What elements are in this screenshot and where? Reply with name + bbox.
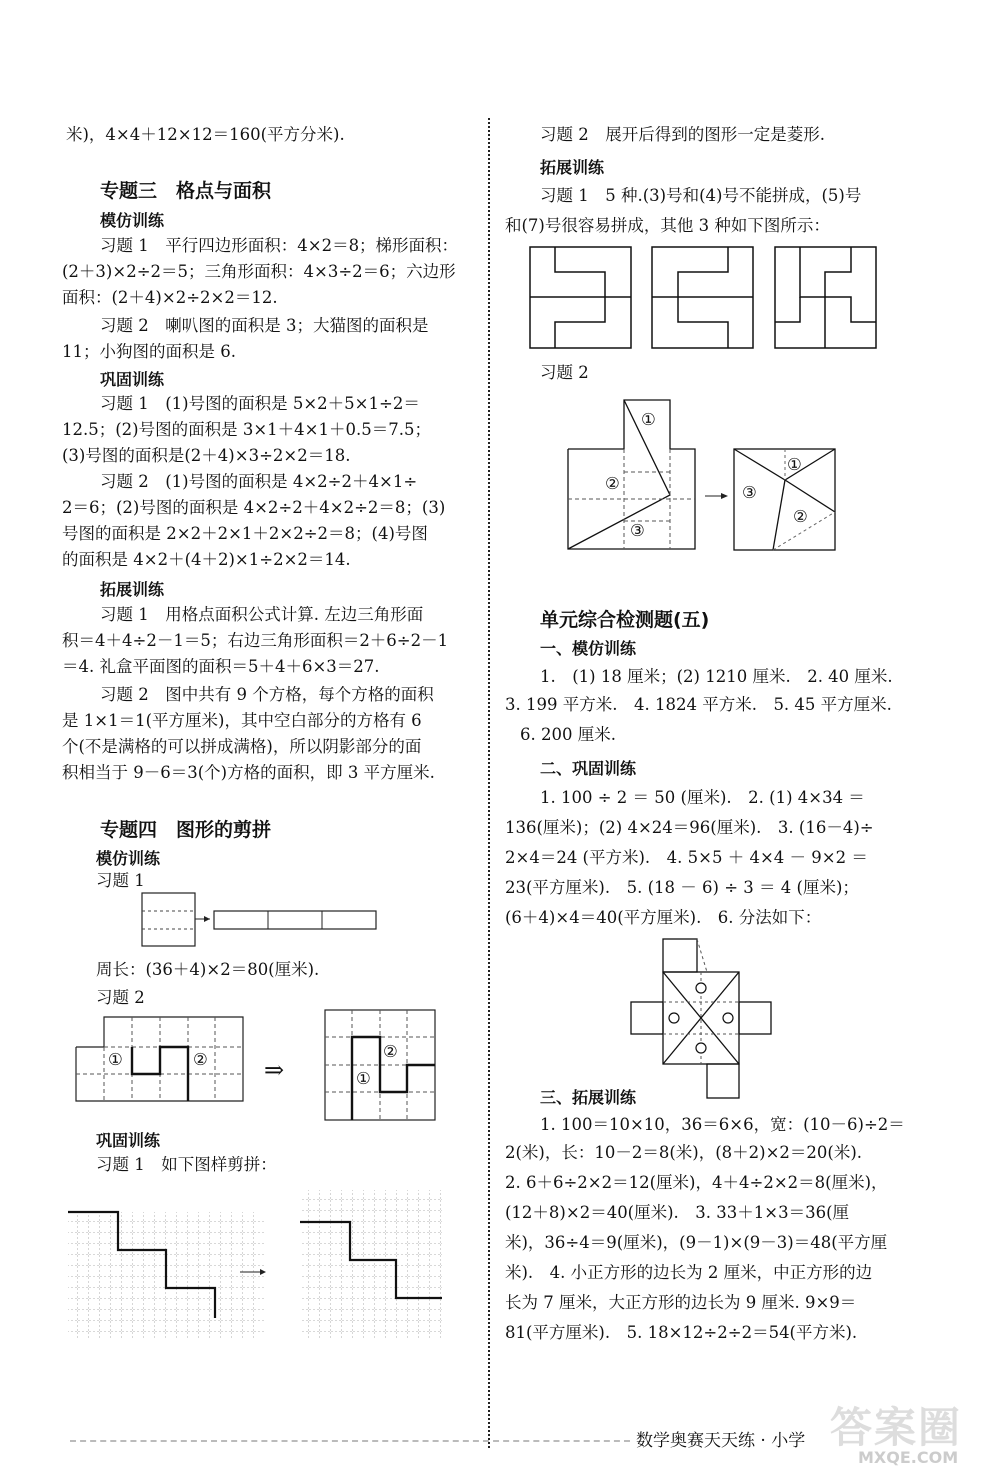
sec3-consolidate-heading: 巩固训练 (100, 370, 165, 389)
piece-label-1: ① (641, 410, 656, 429)
text-line: 23(平方厘米). 5. (18 － 6) ÷ 3 ＝ 4 (厘米)； (505, 878, 859, 897)
text-line: 习题 2 喇叭图的面积是 3；大猫图的面积是 (100, 316, 429, 335)
double-arrow-icon: ⇒ (264, 1056, 285, 1084)
sec3-extend-heading: 拓展训练 (100, 580, 165, 599)
sec4-mimic-heading: 模仿训练 (96, 849, 161, 868)
exercise-label: 习题 2 (540, 363, 589, 382)
text-line: ＝4. 礼盒平面图的面积＝5＋4＋6×3＝27. (62, 657, 380, 676)
text-line: 是 1×1＝1(平方厘米)，其中空白部分的方格有 6 (62, 711, 422, 730)
text-line: 1. 100 ÷ 2 ＝ 50 (厘米). 2. (1) 4×34 ＝ (540, 788, 865, 807)
text-line: 米)，36÷4＝9(厘米)，(9－1)×(9－3)＝48(平方厘 (505, 1233, 888, 1252)
text-line: 号图的面积是 2×2＋2×1＋2×2÷2＝8；(4)号图 (62, 524, 428, 543)
text-line: 1. 100＝10×10，36＝6×6，宽：(10－6)÷2＝ (540, 1115, 905, 1134)
text-line: 3. 199 平方米. 4. 1824 平方米. 5. 45 平方厘米. (505, 695, 892, 714)
extend-heading: 拓展训练 (540, 158, 605, 177)
exercise-label: 习题 2 (96, 988, 145, 1007)
text-line: (12＋8)×2＝40(厘米). 3. 33＋1×3＝36(厘 (505, 1203, 850, 1222)
piece-label-2: ② (605, 474, 620, 493)
text-line: 1. (1) 18 厘米；(2) 1210 厘米. 2. 40 厘米. (540, 667, 893, 686)
text-line: 习题 2 图中共有 9 个方格，每个方格的面积 (100, 685, 434, 704)
piece-label-1: ① (787, 455, 802, 474)
text-line: 2×4＝24 (平方米). 4. 5×5 ＋ 4×4 － 9×2 ＝ (505, 848, 868, 867)
text-line: 积相当于 9－6＝3(个)方格的面积，即 3 平方厘米. (62, 763, 435, 782)
text-line: 11；小狗图的面积是 6. (62, 342, 236, 361)
text-line: 2＝6；(2)号图的面积是 4×2÷2＋4×2÷2＝8；(3) (62, 498, 446, 517)
piece-label-1: ① (108, 1050, 123, 1069)
text-line: (6＋4)×4＝40(平方厘米). 6. 分法如下： (505, 908, 822, 927)
text-line: (2＋3)×2÷2＝5；三角形面积：4×3÷2＝6；六边形 (62, 262, 456, 281)
text-line: (3)号图的面积是(2＋4)×3÷2×2＝18. (62, 446, 351, 465)
text-line: 和(7)号很容易拼成，其他 3 种如下图所示： (505, 216, 830, 235)
text-line: 习题 1 (1)号图的面积是 5×2＋5×1÷2＝ (100, 394, 420, 413)
sec3-mimic-heading: 模仿训练 (100, 211, 165, 230)
footer-rule (70, 1440, 630, 1442)
text-line: 的面积是 4×2＋(4＋2)×1÷2×2＝14. (62, 550, 351, 569)
piece-label-2: ② (193, 1050, 208, 1069)
section4-title: 专题四 图形的剪拼 (100, 819, 272, 841)
text-line: 136(厘米)；(2) 4×24＝96(厘米). 3. (16－4)÷ (505, 818, 874, 837)
unit-title: 单元综合检测题(五) (540, 609, 710, 631)
unit-c-heading: 三、拓展训练 (540, 1088, 637, 1107)
top-line: 米)，4×4＋12×12＝160(平方分米). (66, 125, 345, 144)
watermark-logo: 答案圈 (830, 1403, 963, 1452)
piece-label-1: ① (356, 1069, 371, 1088)
text-line: 习题 1 平行四边形面积：4×2＝8；梯形面积： (100, 236, 459, 255)
text-line: 2(米)，长：10－2＝8(米)，(8＋2)×2＝20(米). (505, 1143, 863, 1162)
footer-book-title: 数学奥赛天天练 · 小学 (636, 1431, 806, 1451)
text-line: 习题 1 5 种.(3)号和(4)号不能拼成，(5)号 (540, 186, 862, 205)
text-line: 长为 7 厘米，大正方形的边长为 9 厘米. 9×9＝ (505, 1293, 857, 1312)
text-line: 米). 4. 小正方形的边长为 2 厘米，中正方形的边 (505, 1263, 873, 1282)
text-line: 2. 6＋6÷2×2＝12(厘米)，4＋4÷2×2＝8(厘米)， (505, 1173, 888, 1192)
sec4-consolidate-heading: 巩固训练 (96, 1131, 161, 1150)
exercise-label: 习题 1 如下图样剪拼： (96, 1155, 277, 1174)
piece-label-3: ③ (630, 521, 645, 540)
text-line: 6. 200 厘米. (520, 725, 616, 744)
unit-a-heading: 一、模仿训练 (540, 639, 637, 658)
unit-b-heading: 二、巩固训练 (540, 759, 637, 778)
text-line: 习题 1 用格点面积公式计算. 左边三角形面 (100, 605, 424, 624)
text-line: 81(平方厘米). 5. 18×12÷2÷2＝54(平方米). (505, 1323, 858, 1342)
piece-label-2: ② (793, 507, 808, 526)
text-line: 习题 2 展开后得到的图形一定是菱形. (540, 125, 825, 144)
section3-title: 专题三 格点与面积 (100, 180, 272, 202)
text-line: 个(不是满格的可以拼成满格)，所以阴影部分的面 (62, 737, 422, 756)
piece-label-3: ③ (742, 483, 757, 502)
exercise-label: 习题 1 (96, 871, 145, 890)
piece-label-2: ② (383, 1042, 398, 1061)
watermark-url: MXQE.COM (858, 1448, 959, 1467)
text-line: 积＝4＋4÷2－1＝5；右边三角形面积＝2＋6÷2－1 (62, 631, 449, 650)
text-line: 习题 2 (1)号图的面积是 4×2÷2＋4×1÷ (100, 472, 418, 491)
perimeter-line: 周长：(36＋4)×2＝80(厘米). (96, 960, 320, 979)
text-line: 12.5；(2)号图的面积是 3×1＋4×1＋0.5＝7.5； (62, 420, 431, 439)
text-line: 面积：(2＋4)×2÷2×2＝12. (62, 288, 278, 307)
